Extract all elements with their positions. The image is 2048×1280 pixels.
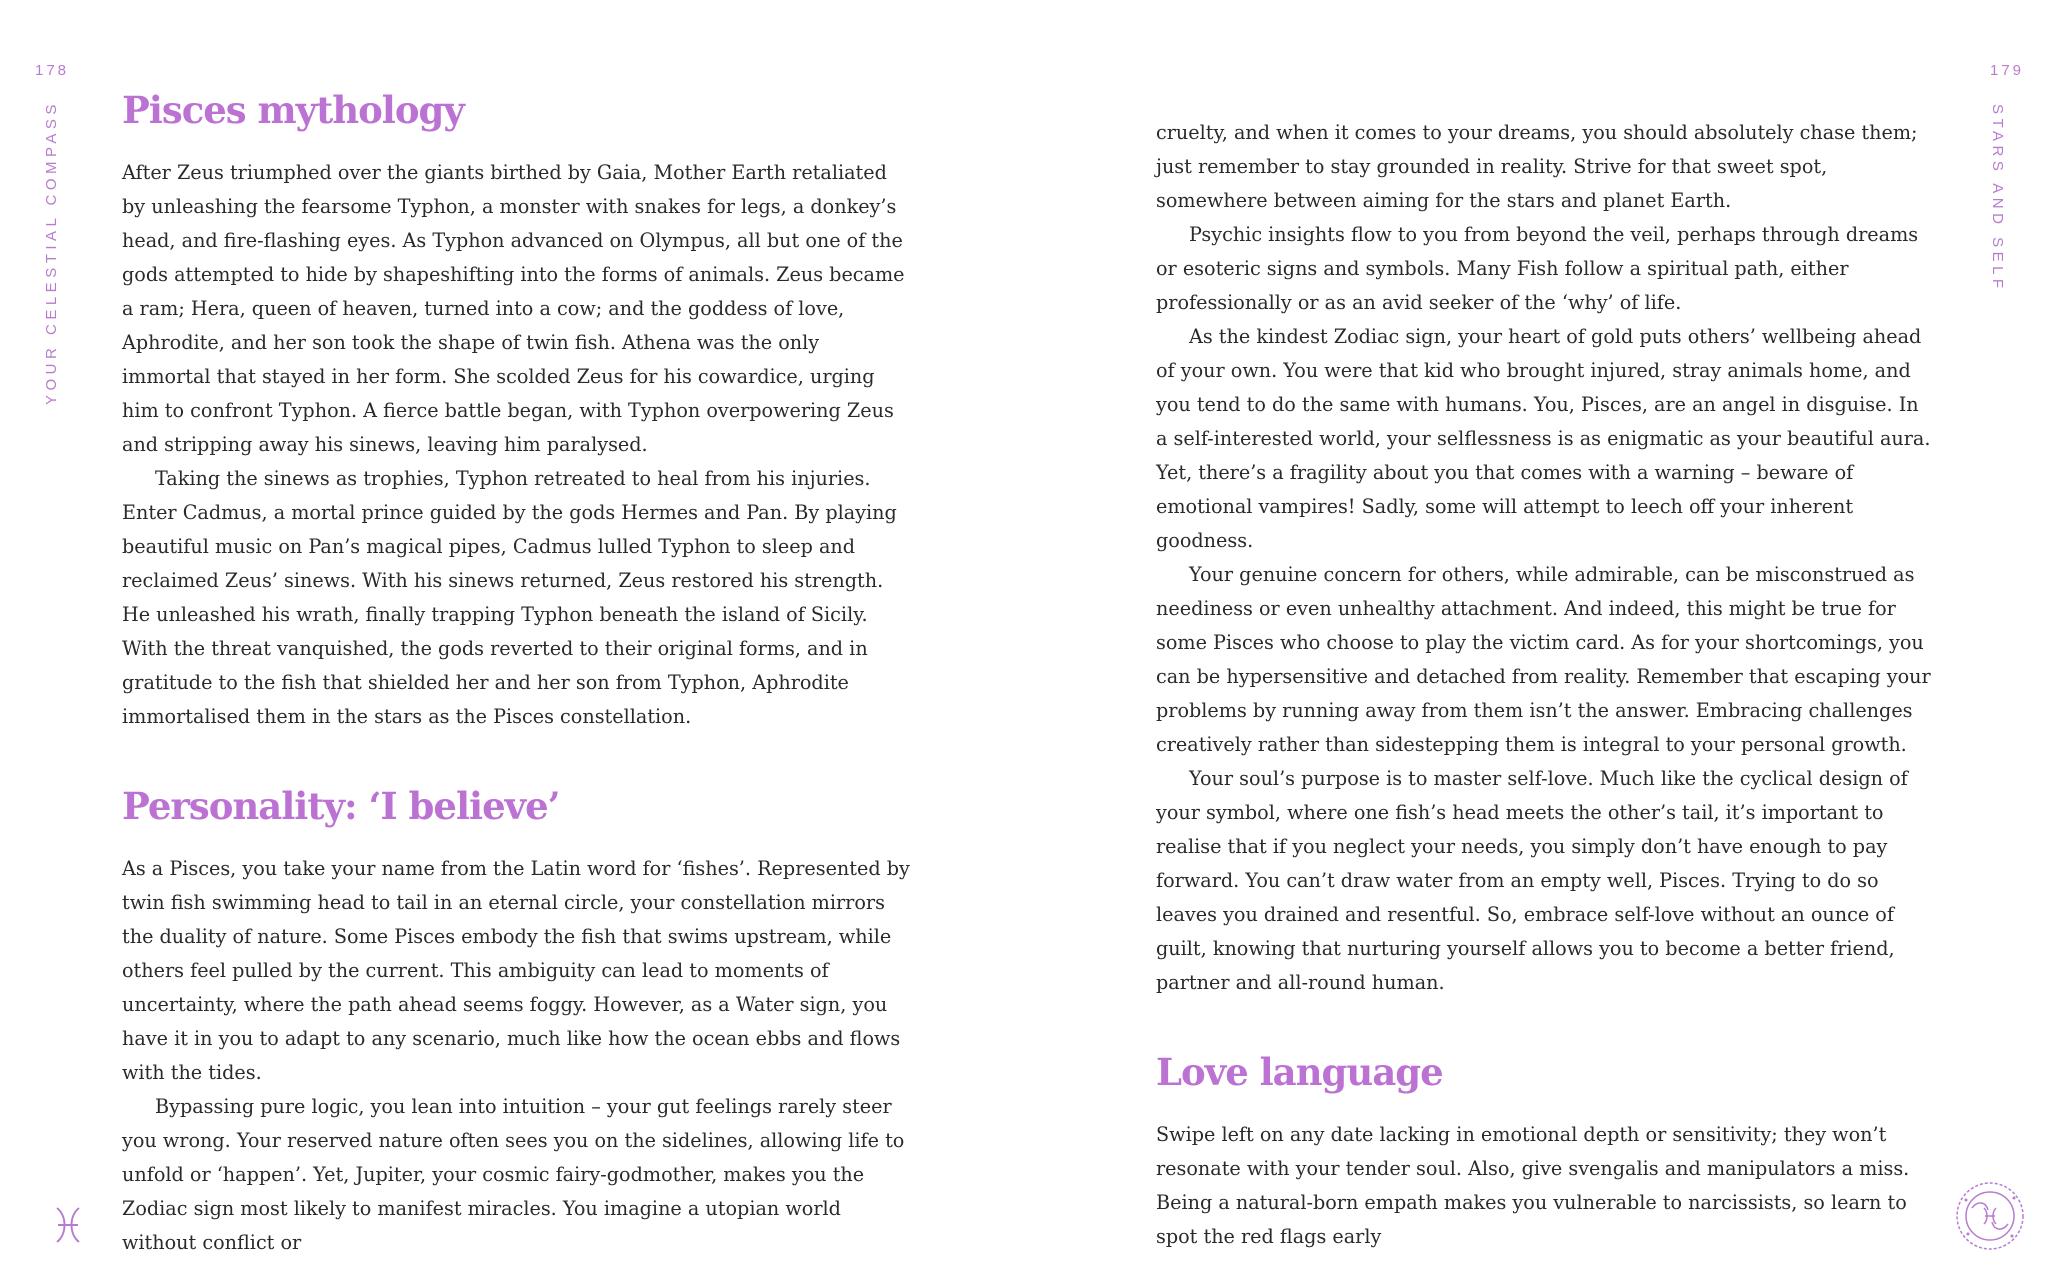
heading-personality: Personality: ‘I believe’ (122, 784, 560, 828)
left-column (122, 78, 912, 1260)
page-number-right: 179 (1990, 62, 2025, 79)
section-divider-space (122, 734, 912, 774)
right-column (1156, 116, 1936, 1254)
page-number-left: 178 (35, 62, 70, 79)
continuation-paragraph-5: Your soul’s purpose is to master self-love. Much like the cyclical design of your symbol, where one fish’s head meets the other’s tail, it’s important to realise that if you neglect your needs, you simply don’t have enough to pay forward. You can’t draw water from an empty well, Pisces. Trying to do so leaves you drained and resentful. So, embrace self-love without an ounce of guilt, knowing that nurturing yourself allows you to become a better friend, partner and all-round human. (1156, 767, 1908, 994)
pisces-symbol-icon (54, 1206, 82, 1244)
continuation-paragraph-1: cruelty, and when it comes to your dreams, you should absolutely chase them; just remember to stay grounded in reality. Strive for that sweet spot, somewhere between aiming for the stars and planet Earth. (1156, 121, 1918, 212)
continuation-paragraph-3: As the kindest Zodiac sign, your heart of gold puts others’ wellbeing ahead of your own. You were that kid who brought injured, stray animals home, and you tend to do the same with humans. You, Pisces, are an angel in disguise. In a self-interested world, your selflessness is as enigmatic as your beautiful aura. Yet, there’s a fragility about you that comes with a warning – beware of emotional vampires! Sadly, some will attempt to leech off your inherent goodness. (1156, 325, 1931, 552)
personality-paragraph-1: As a Pisces, you take your name from the Latin word for ‘fishes’. Represented by twin fish swimming head to tail in an eternal circle, your constellation mirrors the duality of nature. Some Pisces embody the fish that swims upstream, while others feel pulled by the current. This ambiguity can lead to moments of uncertainty, where the path ahead seems foggy. However, as a Water sign, you have it in you to adapt to any scenario, much like how the ocean ebbs and flows with the tides. (122, 857, 910, 1084)
continuation-paragraph-2: Psychic insights flow to you from beyond the veil, perhaps through dreams or esoteric signs and symbols. Many Fish follow a spiritual path, either professionally or as an avid seeker of the ‘why’ of life. (1156, 223, 1919, 314)
zodiac-emblem-icon (1952, 1178, 2028, 1254)
heading-love-language: Love language (1156, 1050, 1443, 1094)
love-paragraph-1: Swipe left on any date lacking in emotional depth or sensitivity; they won’t resonate with your tender soul. Also, give svengalis and manipulators a miss. Being a natural-born empath makes you vulnerable to narcissists, so learn to spot the red flags early (1156, 1123, 1910, 1248)
running-head-right: STARS AND SELF (1989, 104, 2006, 293)
mythology-paragraph-1: After Zeus triumphed over the giants birthed by Gaia, Mother Earth retaliated by unleashing the fearsome Typhon, a monster with snakes for legs, a donkey’s head, and fire-flashing eyes. As Typhon advanced on Olympus, all but one of the gods attempted to hide by shapeshifting into the forms of animals. Zeus became a ram; Hera, queen of heaven, turned into a cow; and the goddess of love, Aphrodite, and her son took the shape of twin fish. Athena was the only immortal that stayed in her form. She scolded Zeus for his cowardice, urging him to confront Typhon. A fierce battle began, with Typhon overpowering Zeus and stripping away his sinews, leaving him paralysed. (122, 161, 905, 456)
continuation-paragraph-4: Your genuine concern for others, while admirable, can be misconstrued as neediness or even unhealthy attachment. And indeed, this might be true for some Pisces who choose to play the victim card. As for your shortcomings, you can be hypersensitive and detached from reality. Remember that escaping your problems by running away from them isn’t the answer. Embracing challenges creatively rather than sidestepping them is integral to your personal growth. (1156, 563, 1931, 756)
heading-pisces-mythology: Pisces mythology (122, 88, 464, 132)
mythology-paragraph-2: Taking the sinews as trophies, Typhon retreated to heal from his injuries. Enter Cadmus, a mortal prince guided by the gods Hermes and Pan. By playing beautiful music on Pan’s magical pipes, Cadmus lulled Typhon to sleep and reclaimed Zeus’ sinews. With his sinews returned, Zeus restored his strength. He unleashed his wrath, finally trapping Typhon beneath the island of Sicily. With the threat vanquished, the gods reverted to their original forms, and in gratitude to the fish that shielded her and her son from Typhon, Aphrodite immortalised them in the stars as the Pisces constellation. (122, 467, 897, 728)
running-head-left: YOUR CELESTIAL COMPASS (43, 100, 60, 405)
section-divider-space (1156, 1000, 1936, 1040)
personality-paragraph-2: Bypassing pure logic, you lean into intuition – your gut feelings rarely steer you wrong. Your reserved nature often sees you on the sidelines, allowing life to unfold or ‘happen’. Yet, Jupiter, your cosmic fairy-godmother, makes you the Zodiac sign most likely to manifest miracles. You imagine a utopian world without conflict or (122, 1095, 905, 1254)
